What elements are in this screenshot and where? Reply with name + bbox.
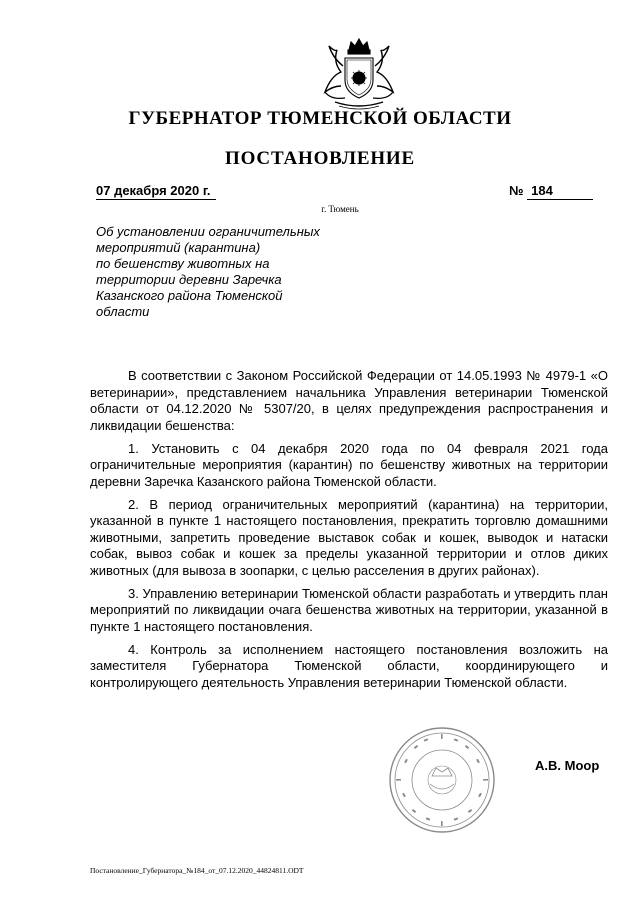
subject-line: территории деревни Заречка: [96, 272, 282, 287]
subject-line: по бешенству животных на: [96, 256, 270, 271]
city-label: г. Тюмень: [321, 204, 359, 214]
authority-title: ГУБЕРНАТОР ТЮМЕНСКОЙ ОБЛАСТИ: [128, 108, 512, 129]
coat-of-arms-icon: [311, 36, 407, 112]
document-date: 07 декабря 2020 г.: [96, 183, 216, 200]
number-sign: №: [509, 183, 524, 198]
clause-paragraph: 2. В период ограничительных мероприятий (карантина) на территории, указанной в пункте 1 настоящего постановления, прекратить торговлю домашними животными, запретить проведение выставок собак и кошек, выводок и натаски собак, вывоз собак и кошек за пределы указанной территории и отлов диких животных (для вывоза в зоопарки, с целью расселения в других районах).: [90, 496, 608, 578]
clause-paragraph: 4. Контроль за исполнением настоящего постановления возложить на заместителя Губернатора Тюменской области, координирующего и контролирующего деятельность Управления ветеринарии Тюменской области.: [90, 641, 608, 690]
document-number: 184: [527, 183, 593, 200]
clause-paragraph: 3. Управлению ветеринарии Тюменской области разработать и утвердить план мероприятий по ликвидации очага бешенства животных на территории, указанной в пункте 1 настоящего постановления.: [90, 585, 608, 634]
document-number-field: [509, 183, 603, 200]
preamble-paragraph: В соответствии с Законом Российской Федерации от 14.05.1993 № 4979-1 «О ветеринарии», представлением начальника Управления ветеринарии Тюменской области от 04.12.2020 № 5307/20, в целях предупреждения распространения и ликвидации бешенства:: [90, 368, 608, 433]
signer-name: А.В. Моор: [535, 758, 600, 773]
footer-filename: Постановление_Губернатора_№184_от_07.12.2020_44824811.ODT: [90, 866, 304, 875]
document-body: [90, 368, 608, 698]
clause-paragraph: 1. Установить с 04 декабря 2020 года по 04 февраля 2021 года ограничительные мероприятия (карантин) по бешенству животных на территории деревни Заречка Казанского района Тюменской области.: [90, 440, 608, 489]
subject-line: Казанского района Тюменской: [96, 288, 283, 303]
document-type-heading: ПОСТАНОВЛЕНИЕ: [225, 148, 415, 169]
subject-line: области: [96, 304, 150, 319]
official-seal-icon: [386, 724, 498, 836]
subject-line: Об установлении ограничительных: [96, 224, 320, 239]
subject-line: мероприятий (карантина): [96, 240, 261, 255]
document-subject: [96, 224, 346, 320]
